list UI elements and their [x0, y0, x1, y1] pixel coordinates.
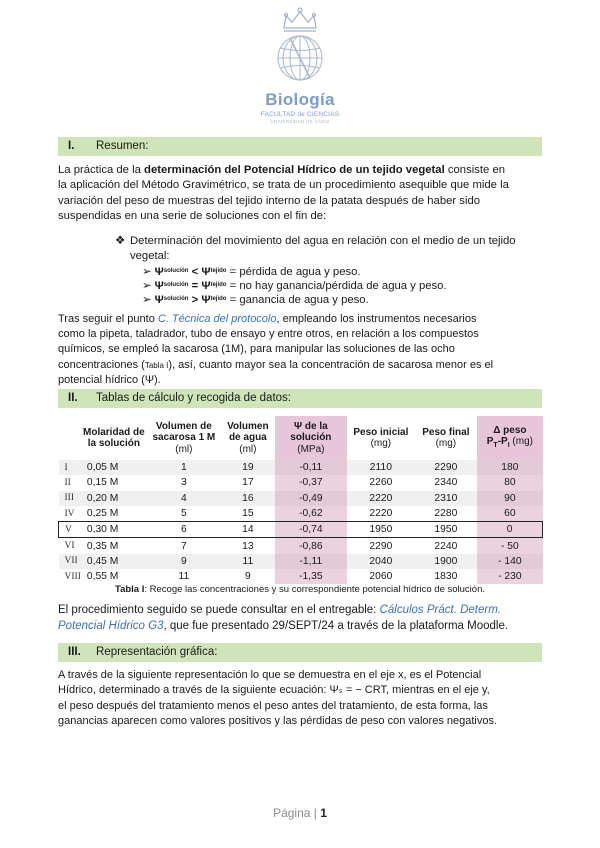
cell-peso-inicial: 1950 — [347, 522, 415, 538]
crest-icon — [270, 6, 330, 92]
section-number: I. — [68, 140, 75, 152]
cell-peso-inicial: 2110 — [347, 460, 415, 475]
cell-delta-peso: 90 — [477, 491, 543, 506]
cell-peso-inicial: 2220 — [347, 491, 415, 506]
table-row — [59, 569, 543, 584]
cell-vol-sacarosa: 4 — [147, 491, 221, 506]
cell-peso-inicial: 2040 — [347, 554, 415, 569]
cell-molaridad: 0,45 M — [81, 554, 147, 569]
cell-delta-peso: - 230 — [477, 569, 543, 584]
comparison-line: ➢ $\Psi^{solución} = \Psi^{tejido}$ = no hay ganancia/pérdida de agua y peso. — [142, 280, 447, 292]
section-title: Tablas de cálculo y recogida de datos: — [96, 392, 291, 404]
cell-peso-final: 2310 — [415, 491, 477, 506]
cell-vol-agua: 19 — [221, 460, 275, 475]
table-row — [59, 522, 543, 538]
table-row — [59, 475, 543, 490]
cell-molaridad: 0,05 M — [81, 460, 147, 475]
table-header-row — [59, 416, 543, 460]
arrow-bullet-icon: ➢ — [142, 294, 152, 306]
cell-vol-agua: 16 — [221, 491, 275, 506]
cell-peso-inicial: 2290 — [369, 540, 393, 552]
cell-peso-inicial: 2260 — [369, 477, 393, 489]
cell-vol-sacarosa: 1 — [147, 460, 221, 475]
table-row — [59, 460, 543, 475]
cell-psi: -0,86 — [275, 538, 347, 554]
section-number: III. — [68, 646, 81, 658]
col-header-vol-agua: Volumen de agua (ml) — [227, 420, 269, 455]
col-header-peso-inicial: Peso inicial (mg) — [353, 426, 409, 449]
cell-delta-peso: 180 — [477, 460, 543, 475]
cell-vol-sacarosa: 6 — [147, 522, 221, 538]
table-body — [59, 460, 543, 584]
cell-molaridad: 0,20 M — [81, 491, 147, 506]
col-header-molaridad: Molaridad de la solución — [83, 426, 145, 449]
data-table — [58, 416, 543, 584]
table-row — [59, 554, 543, 569]
row-numeral: IV — [64, 508, 75, 519]
cell-vol-sacarosa: 3 — [180, 477, 187, 489]
diamond-bullet-icon: ❖ — [115, 235, 126, 247]
graph-paragraph: A través de la siguiente representación lo que se demuestra en el eje x, es el Potencial Hídrico, determinado a través de la siguiente ecuación: Ψₛ = − CRT, mientras en el eje y, el peso después del tratamiento menos el peso antes del tratamiento, de esta forma, las ganancias aparecen como valores positivos y las pérdidas de peso con valores negativos. — [58, 669, 498, 727]
table-reference: Tabla I — [144, 360, 169, 370]
cell-molaridad: 0,55 M — [86, 571, 119, 583]
arrow-bullet-icon: ➢ — [142, 280, 152, 292]
cell-peso-final: 2280 — [434, 508, 458, 520]
cell-peso-final: 2290 — [415, 460, 477, 475]
protocol-link[interactable]: C. Técnica del protocolo — [157, 313, 277, 325]
table-row — [59, 538, 543, 554]
cell-vol-agua: 14 — [221, 522, 275, 538]
cell-peso-final: 2240 — [434, 540, 458, 552]
logo-title: Biología — [265, 90, 335, 109]
summary-paragraph: La práctica de la determinación del Potencial Hídrico de un tejido vegetal consiste en la aplicación del Método Gravimétrico, se trata de un procedimiento asequible que mide la variación del peso de muestras del tejido interno de la patata después de haber sido suspendidas en una serie de soluciones con el fin de: — [58, 164, 509, 222]
cell-peso-inicial: 2220 — [369, 508, 393, 520]
section-title: Resumen: — [96, 140, 149, 152]
cell-vol-sacarosa: 9 — [147, 554, 221, 569]
comparison-line: ➢ $\Psi^{solución} > \Psi^{tejido}$ = ganancia de agua y peso. — [142, 294, 369, 306]
cell-psi: -0,37 — [275, 475, 347, 490]
cell-delta-peso: 80 — [477, 475, 543, 490]
cell-delta-peso: 0 — [477, 522, 543, 538]
row-numeral: VIII — [64, 571, 81, 582]
cell-psi: -1,11 — [275, 554, 347, 569]
page-footer: Página | 1 — [273, 806, 327, 820]
cell-psi: -0,11 — [275, 460, 347, 475]
cell-peso-final: 1830 — [434, 571, 458, 583]
logo-subtitle: FACULTAD de CIENCIAS — [260, 111, 340, 118]
comparison-line: ➢ $\Psi^{solución} < \Psi^{tejido}$ = pérdida de agua y peso. — [142, 266, 361, 278]
deliverable-link[interactable]: Cálculos Práct. Determ. — [379, 604, 502, 616]
procedure-paragraph: El procedimiento seguido se puede consultar en el entregable: Cálculos Práct. Determ. Potencial Hídrico G3, que fue presentado 29/SEPT/24 a través de la plataforma Moodle. — [58, 604, 509, 632]
cell-molaridad: 0,15 M — [86, 477, 119, 489]
col-header-delta-peso: Δ peso $P_T-P_I$ (mg) — [477, 416, 543, 460]
bullet-item: Determinación del movimiento del agua en relación con el medio de un tejido vegetal: — [130, 235, 516, 262]
cell-psi: -0,49 — [275, 491, 347, 506]
cell-psi: -0,62 — [275, 506, 347, 522]
col-header-vol-sacarosa: Volumen de sacarosa 1 M (ml) — [152, 420, 216, 455]
section-header-resumen — [58, 137, 542, 156]
row-numeral: III — [59, 491, 81, 506]
row-numeral: V — [59, 522, 81, 538]
cell-molaridad: 0,35 M — [86, 540, 119, 552]
col-header-peso-final: Peso final (mg) — [422, 426, 470, 449]
table-row — [59, 491, 543, 506]
summary-bold-topic: determinación del Potencial Hídrico de un tejido vegetal — [144, 164, 445, 176]
cell-vol-agua: 17 — [242, 477, 254, 489]
cell-peso-final: 1950 — [415, 522, 477, 538]
row-numeral: II — [64, 477, 71, 488]
cell-peso-final: 1900 — [415, 554, 477, 569]
cell-delta-peso: - 140 — [477, 554, 543, 569]
table-row — [59, 506, 543, 522]
cell-vol-agua: 15 — [242, 508, 254, 520]
row-numeral: VII — [59, 554, 81, 569]
cell-vol-agua: 11 — [221, 554, 275, 569]
cell-vol-agua: 13 — [242, 540, 254, 552]
section-header-grafica — [58, 643, 542, 662]
cell-vol-agua: 9 — [244, 571, 251, 583]
logo-subtitle-2: UNIVERSIDAD DE CÁDIZ — [270, 119, 330, 124]
page-number: 1 — [320, 806, 327, 820]
deliverable-link-cont[interactable]: Potencial Hídrico G3 — [58, 619, 164, 632]
cell-peso-final: 2340 — [434, 477, 458, 489]
cell-delta-peso: 60 — [477, 506, 543, 522]
cell-peso-inicial: 2060 — [369, 571, 393, 583]
arrow-bullet-icon: ➢ — [142, 266, 152, 278]
row-numeral: I — [59, 460, 81, 475]
cell-vol-sacarosa: 5 — [180, 508, 187, 520]
cell-vol-sacarosa: 11 — [178, 571, 190, 583]
cell-vol-sacarosa: 7 — [180, 540, 187, 552]
row-numeral: VI — [64, 541, 75, 552]
protocol-paragraph: Tras seguir el punto C. Técnica del protocolo, empleando los instrumentos necesarios como la pipeta, taladrador, tubo de ensayo y entre otros, en relación a los compuestos químicos, se empleó la sacarosa (1M), para manipular las soluciones de las ocho concentraciones (Tabla I), así, cuanto mayor sea la concentración de sacarosa menor es el potencial hídrico (Ψ). — [58, 313, 494, 386]
faculty-logo — [250, 6, 350, 124]
section-title: Representación gráfica: — [96, 646, 218, 658]
section-number: II. — [68, 392, 78, 404]
cell-psi: -1,35 — [275, 569, 347, 584]
section-header-tablas — [58, 389, 542, 408]
col-header-psi: Ψ de la solución (MPa) — [275, 416, 347, 460]
cell-psi: -0,74 — [275, 522, 347, 538]
cell-molaridad: 0,25 M — [86, 508, 119, 520]
cell-molaridad: 0,30 M — [81, 522, 147, 538]
cell-delta-peso: - 50 — [477, 538, 543, 554]
table-caption: Tabla I: Recoge las concentraciones y su correspondiente potencial hídrico de solución. — [114, 584, 485, 595]
